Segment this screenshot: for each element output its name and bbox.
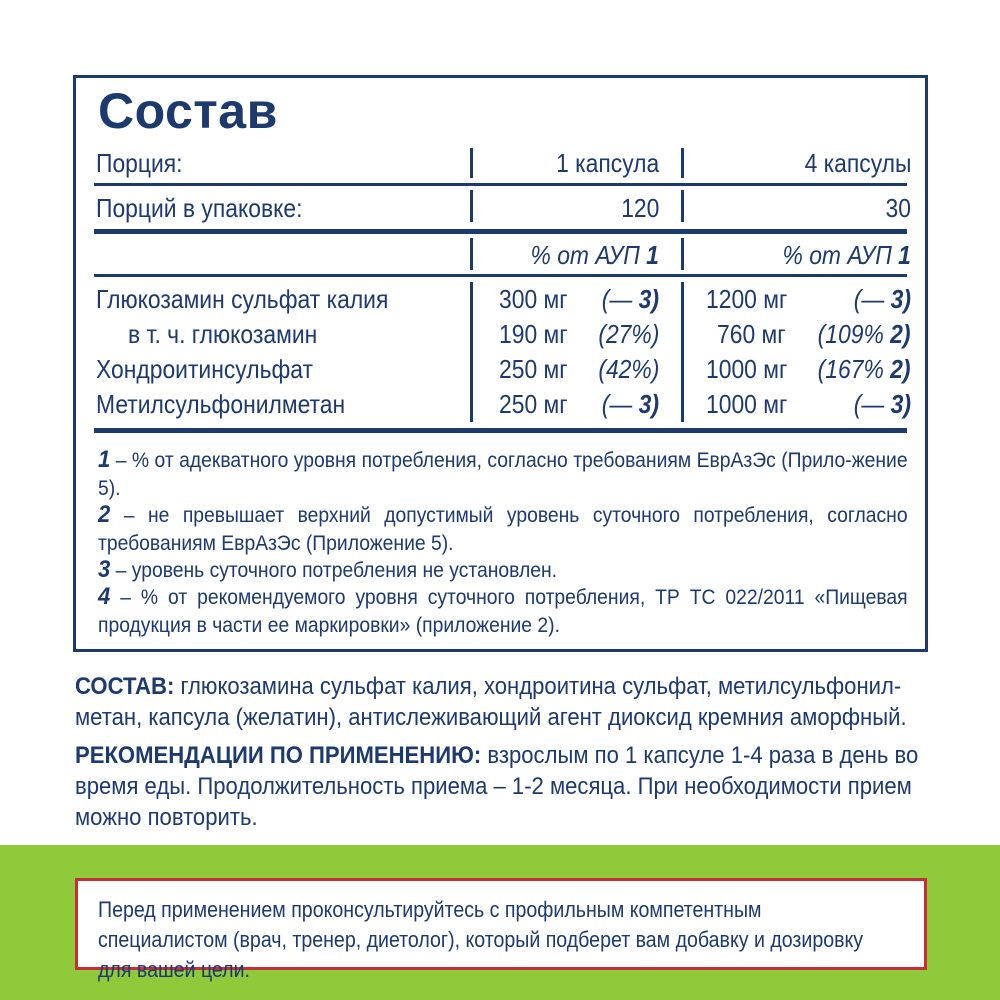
recommendations-body: взрослым по 1 капсуле 1-4 раза в день во время еды. Продолжительность приема – 1-2 месяца. При необходимости прием можно повторить. (75, 742, 919, 831)
composition-text (75, 671, 931, 733)
amount-col1: 250 мг (499, 389, 568, 419)
pct-value: (109% (818, 319, 885, 349)
column-separator (681, 190, 684, 222)
serving-col1: 1 капсула (555, 148, 659, 178)
footnote-mark: 2) (890, 354, 911, 384)
pct-value: (27%) (597, 319, 659, 349)
amount-col2: 1200 мг (706, 284, 788, 314)
divider (94, 183, 907, 186)
footnote-mark: 3) (890, 284, 911, 314)
panel-title: Состав (98, 83, 278, 139)
recommendations-label: РЕКОМЕНДАЦИИ ПО ПРИМЕНЕНИЮ: (75, 742, 482, 769)
footnote-number: 1 (98, 446, 111, 473)
ingredient-name: Хондроитинсульфат (96, 354, 314, 384)
ingredient-name: в т. ч. глюкозамин (128, 319, 318, 349)
footnote-number: 4 (98, 583, 111, 610)
footnote-text: – % от адекватного уровня потребления, согласно требованиям ЕврАзЭс (Прило-жение 5). (98, 449, 908, 500)
footnote-mark: 3) (890, 389, 911, 419)
amount-col1: 190 мг (499, 319, 568, 349)
amount-col2: 1000 мг (706, 354, 788, 384)
pct-value: (— (853, 284, 885, 314)
column-separator (470, 238, 473, 270)
amount-col2: 1000 мг (706, 389, 788, 419)
pct-col1 (598, 356, 659, 382)
footnote (98, 446, 908, 503)
pct-value: (— (853, 389, 885, 419)
divider (94, 428, 907, 433)
pct-label: % от АУП (530, 240, 640, 270)
pct-value: (42%) (597, 354, 659, 384)
footnote-mark: 3) (638, 389, 659, 419)
amount-col1: 300 мг (499, 284, 568, 314)
column-separator (470, 190, 473, 222)
pct-col2 (854, 286, 911, 312)
pct-col1 (602, 391, 659, 417)
footnote-mark: 1 (646, 240, 659, 270)
column-separator (470, 148, 473, 178)
footnote-text: – уровень суточного потребления не установлен. (110, 559, 558, 582)
column-separator (470, 282, 473, 422)
column-separator (681, 148, 684, 178)
pct-col1 (602, 286, 659, 312)
pct-value: (— (601, 284, 633, 314)
pct-label: % от АУП (782, 240, 892, 270)
ingredient-name: Метилсульфонилметан (96, 389, 346, 419)
pct-value: (167% (818, 354, 885, 384)
serving-col2: 4 капсулы (804, 148, 911, 178)
servings-col2: 30 (885, 193, 911, 223)
divider (94, 274, 907, 277)
ingredient-name: Глюкозамин сульфат калия (96, 284, 389, 314)
column-separator (681, 238, 684, 270)
footnote (98, 583, 908, 640)
footnote-number: 2 (98, 501, 111, 528)
composition-panel (73, 75, 928, 652)
pct-col2 (818, 356, 911, 382)
pct-col1 (598, 321, 659, 347)
pct-col2 (854, 391, 911, 417)
divider (94, 229, 907, 234)
consultation-notice (75, 878, 927, 982)
pct-header-col2 (783, 242, 911, 268)
footnote (98, 501, 908, 558)
footnote-mark: 3) (638, 284, 659, 314)
amount-col2: 760 мг (717, 319, 786, 349)
composition-body: глюкозамина сульфат калия, хондроитина сульфат, метилсульфонил-метан, капсула (желатин), антислеживающий агент диоксид кремния аморфный. (75, 673, 907, 731)
composition-label: СОСТАВ: (75, 673, 175, 700)
footnote-number: 3 (98, 556, 111, 583)
servings-label: Порций в упаковке: (96, 193, 303, 223)
amount-col1: 250 мг (499, 354, 568, 384)
recommendations-text (75, 740, 931, 833)
notice-text: Перед применением проконсультируйтесь с профильным компетентным специалистом (врач, тренер, диетолог), который подберет вам добавку и дозировку для вашей цели. (98, 897, 864, 982)
footnote-text: – % от рекомендуемого уровня суточного потребления, ТР ТС 022/2011 «Пищевая продукция в части ее маркировки» (приложение 2). (98, 586, 908, 637)
pct-value: (— (601, 389, 633, 419)
column-separator (681, 282, 684, 422)
servings-col1: 120 (620, 193, 659, 223)
footnote-mark: 2) (890, 319, 911, 349)
serving-label: Порция: (96, 148, 183, 178)
footnote-text: – не превышает верхний допустимый уровень суточного потребления, согласно требованиям ЕврАзЭс (Приложение 5). (98, 504, 908, 555)
footnote (98, 556, 908, 585)
footnote-mark: 1 (898, 240, 911, 270)
pct-header-col1 (531, 242, 659, 268)
pct-col2 (818, 321, 911, 347)
